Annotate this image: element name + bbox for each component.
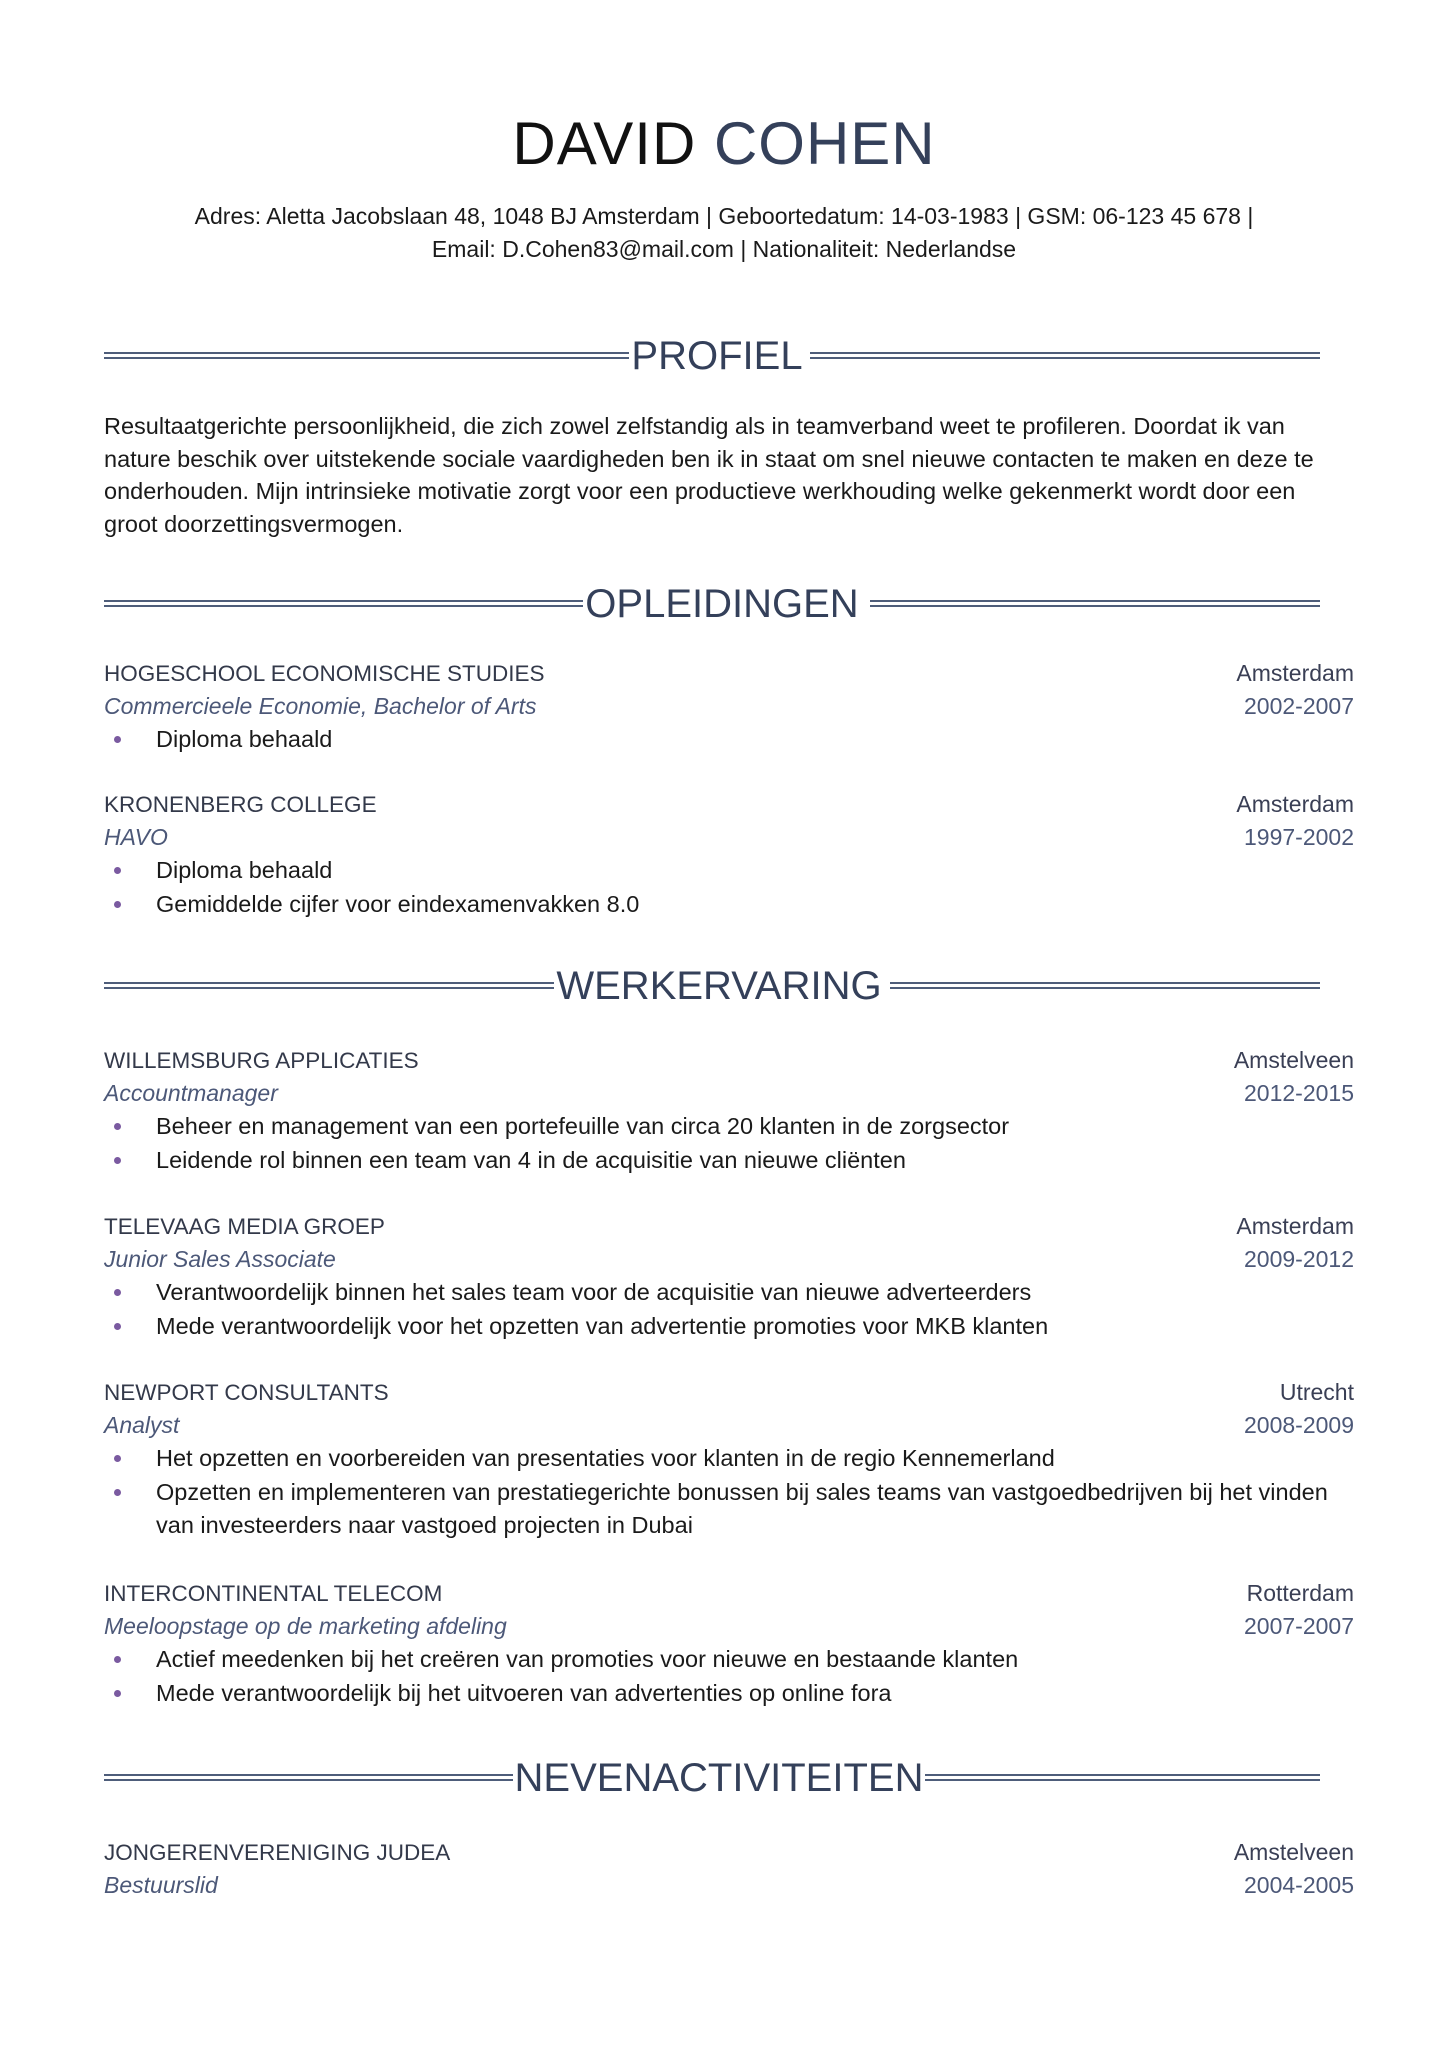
section-header-profiel <box>104 326 1320 386</box>
bullet-dot-icon <box>114 1289 121 1296</box>
education-degree: Commercieele Economie, Bachelor of Arts <box>104 693 537 719</box>
education-bullets <box>104 723 1354 757</box>
list-item: Mede verantwoordelijk bij het uitvoeren van advertenties op online fora <box>104 1677 1354 1711</box>
work-period: 2008-2009 <box>1244 1412 1354 1438</box>
education-period: 2002-2007 <box>1244 693 1354 719</box>
work-bullets <box>104 1643 1354 1710</box>
activity-role: Bestuurslid <box>104 1872 218 1898</box>
section-title-werkervaring: WERKERVARING <box>556 964 882 1008</box>
list-item: Beheer en management van een portefeuille van circa 20 klanten in de zorgsector <box>104 1110 1354 1144</box>
work-role: Analyst <box>104 1412 180 1438</box>
contact-line-2: Email: D.Cohen83@mail.com | Nationaliteit: Nederlandse <box>431 236 1017 262</box>
bullet-dot-icon <box>114 901 121 908</box>
section-header-werkervaring <box>104 956 1320 1016</box>
work-bullets <box>104 1276 1354 1343</box>
education-org: KRONENBERG COLLEGE <box>104 792 377 817</box>
work-entry <box>104 1577 1354 1710</box>
bullet-dot-icon <box>114 1690 121 1697</box>
work-period: 2007-2007 <box>1244 1613 1354 1639</box>
work-period: 2012-2015 <box>1244 1080 1354 1106</box>
section-title-nevenactiviteiten: NEVENACTIVITEITEN <box>514 1756 924 1800</box>
candidate-name <box>0 104 1448 184</box>
education-bullets <box>104 854 1354 921</box>
bullet-dot-icon <box>114 1123 121 1130</box>
work-location: Amsterdam <box>1236 1213 1354 1239</box>
activity-period: 2004-2005 <box>1244 1872 1354 1898</box>
contact-details <box>100 200 1348 266</box>
last-name: COHEN <box>713 110 936 177</box>
profile-text: Resultaatgerichte persoonlijkheid, die zich zowel zelfstandig als in teamverband weet te profileren. Doordat ik van nature beschik over uitstekende sociale vaardigheden ben ik in staat om snel nieuwe contacten te maken en deze te onderhouden. Mijn intrinsieke motivatie zorgt voor een productieve werkhouding welke gekenmerkt wordt door een groot doorzettingsvermogen. <box>104 413 1314 537</box>
list-item: Het opzetten en voorbereiden van presentaties voor klanten in de regio Kennemerland <box>104 1442 1354 1476</box>
work-role: Meeloopstage op de marketing afdeling <box>104 1613 507 1639</box>
work-bullets <box>104 1110 1354 1177</box>
work-role: Junior Sales Associate <box>104 1246 336 1272</box>
education-location: Amsterdam <box>1236 660 1354 686</box>
education-period: 1997-2002 <box>1244 824 1354 850</box>
bullet-dot-icon <box>114 1489 121 1496</box>
work-entry <box>104 1376 1354 1543</box>
work-employer: WILLEMSBURG APPLICATIES <box>104 1048 419 1073</box>
list-item: Actief meedenken bij het creëren van promoties voor nieuwe en bestaande klanten <box>104 1643 1354 1677</box>
list-item: Mede verantwoordelijk voor het opzetten van advertentie promoties voor MKB klanten <box>104 1310 1354 1344</box>
list-item: Gemiddelde cijfer voor eindexamenvakken 8.0 <box>104 888 1354 922</box>
bullet-dot-icon <box>114 1656 121 1663</box>
section-header-opleidingen <box>104 574 1320 634</box>
work-employer: TELEVAAG MEDIA GROEP <box>104 1214 385 1239</box>
bullet-dot-icon <box>114 1455 121 1462</box>
list-item: Leidende rol binnen een team van 4 in de acquisitie van nieuwe cliënten <box>104 1144 1354 1178</box>
bullet-dot-icon <box>114 1323 121 1330</box>
work-period: 2009-2012 <box>1244 1246 1354 1272</box>
section-title-opleidingen: OPLEIDINGEN <box>585 582 859 626</box>
education-location: Amsterdam <box>1236 791 1354 817</box>
list-item: Diploma behaald <box>104 723 1354 757</box>
list-item: Opzetten en implementeren van prestatiegerichte bonussen bij sales teams van vastgoedbedrijven bij het vinden van investeerders naar vastgoed projecten in Dubai <box>104 1476 1354 1543</box>
section-header-nevenactiviteiten <box>104 1748 1320 1808</box>
work-entry <box>104 1044 1354 1177</box>
work-location: Amstelveen <box>1233 1047 1354 1073</box>
education-org: HOGESCHOOL ECONOMISCHE STUDIES <box>104 661 545 686</box>
education-entry <box>104 788 1354 921</box>
list-item: Verantwoordelijk binnen het sales team voor de acquisitie van nieuwe adverteerders <box>104 1276 1354 1310</box>
activity-org: JONGERENVERENIGING JUDEA <box>104 1840 451 1865</box>
bullet-dot-icon <box>114 867 121 874</box>
work-location: Utrecht <box>1279 1379 1354 1405</box>
work-role: Accountmanager <box>104 1080 278 1106</box>
first-name: DAVID <box>512 110 697 177</box>
list-item: Diploma behaald <box>104 854 1354 888</box>
section-title-profiel: PROFIEL <box>631 334 803 378</box>
bullet-dot-icon <box>114 736 121 743</box>
education-entry <box>104 657 1354 757</box>
bullet-dot-icon <box>114 1157 121 1164</box>
education-degree: HAVO <box>104 824 168 850</box>
activity-location: Amstelveen <box>1233 1839 1354 1865</box>
work-employer: INTERCONTINENTAL TELECOM <box>104 1581 443 1606</box>
work-entry <box>104 1210 1354 1343</box>
work-employer: NEWPORT CONSULTANTS <box>104 1380 389 1405</box>
activity-entry <box>104 1836 1354 1902</box>
contact-line-1: Adres: Aletta Jacobslaan 48, 1048 BJ Amsterdam | Geboortedatum: 14-03-1983 | GSM: 06-123 45 678 | <box>194 203 1254 229</box>
work-location: Rotterdam <box>1246 1580 1354 1606</box>
work-bullets <box>104 1442 1354 1543</box>
